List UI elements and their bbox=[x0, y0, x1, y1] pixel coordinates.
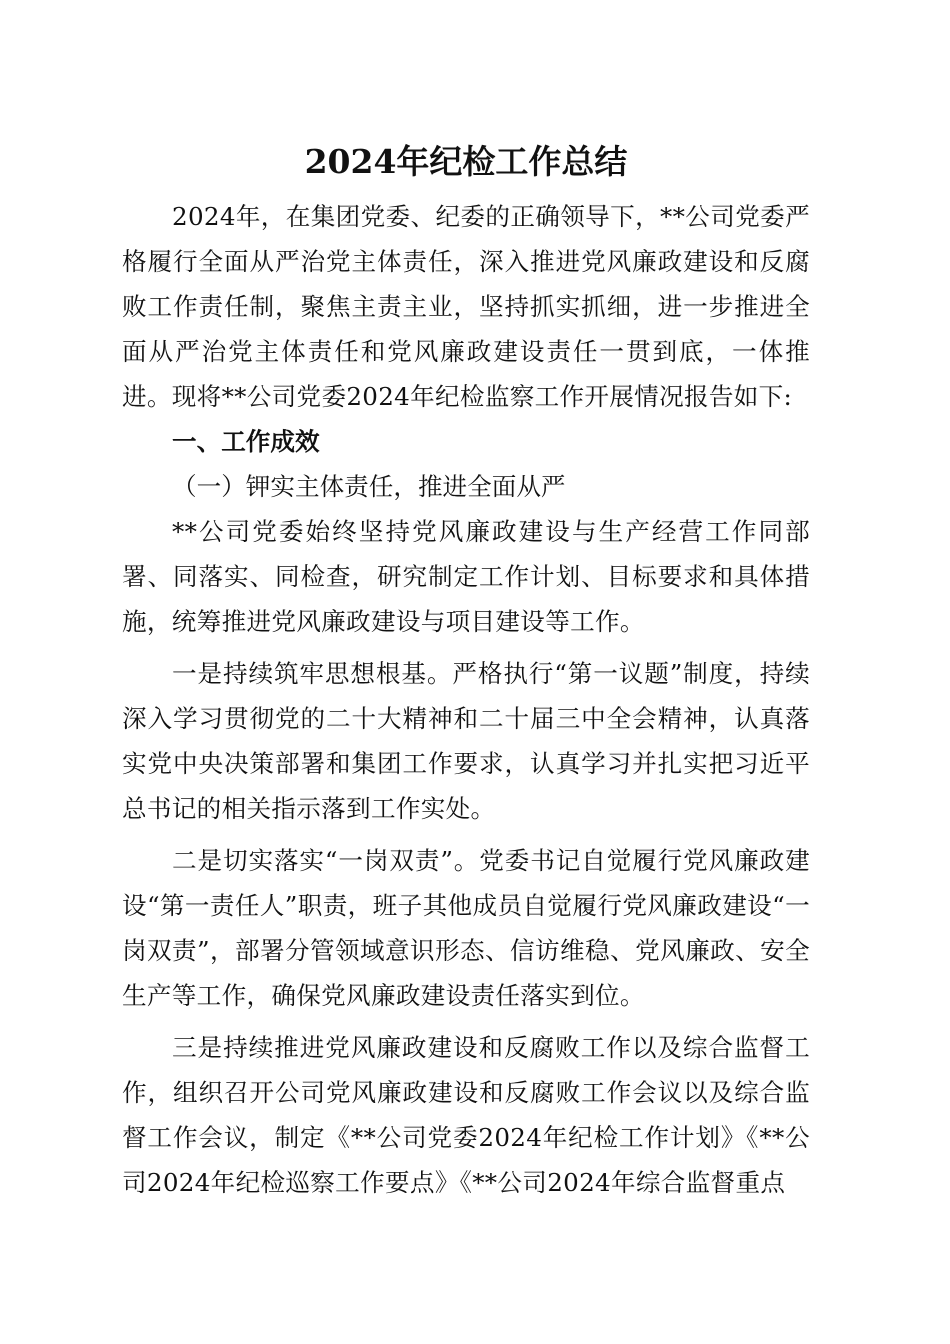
body-paragraph: 二是切实落实“一岗双责”。党委书记自觉履行党风廉政建设“第一责任人”职责，班子其他成员自觉履行党风廉政建设“一岗双责”，部署分管领域意识形态、信访维稳、党风廉政、安全生产等工作，确保党风廉政建设责任落实到位。 bbox=[122, 846, 810, 1010]
paragraph-spacer bbox=[122, 644, 810, 651]
body-paragraph: 三是持续推进党风廉政建设和反腐败工作以及综合监督工作，组织召开公司党风廉政建设和反腐败工作会议以及综合监督工作会议，制定《**公司党委2024年纪检工作计划》《**公司2024年纪检巡察工作要点》《**公司2024年综合监督重点 bbox=[122, 1033, 810, 1197]
subsection-heading: （一）钾实主体责任，推进全面从严 bbox=[172, 472, 566, 501]
paragraph-spacer bbox=[122, 831, 810, 838]
document-title: 2024年纪检工作总结 bbox=[304, 142, 628, 181]
document-body bbox=[122, 136, 810, 1205]
body-paragraph: 一是持续筑牢思想根基。严格执行“第一议题”制度，持续深入学习贯彻党的二十大精神和二十届三中全会精神，认真落实党中央决策部署和集团工作要求，认真学习并扎实把习近平总书记的相关指示落到工作实处。 bbox=[122, 659, 810, 823]
paragraph-spacer bbox=[122, 1018, 810, 1025]
body-paragraph: **公司党委始终坚持党风廉政建设与生产经营工作同部署、同落实、同检查，研究制定工作计划、目标要求和具体措施，统筹推进党风廉政建设与项目建设等工作。 bbox=[122, 517, 810, 636]
intro-paragraph: 2024年，在集团党委、纪委的正确领导下，**公司党委严格履行全面从严治党主体责任，深入推进党风廉政建设和反腐败工作责任制，聚焦主责主业，坚持抓实抓细，进一步推进全面从严治党主体责任和党风廉政建设责任一贯到底，一体推进。现将**公司党委2024年纪检监察工作开展情况报告如下: bbox=[122, 202, 810, 411]
section-heading: 一、工作成效 bbox=[172, 427, 320, 456]
